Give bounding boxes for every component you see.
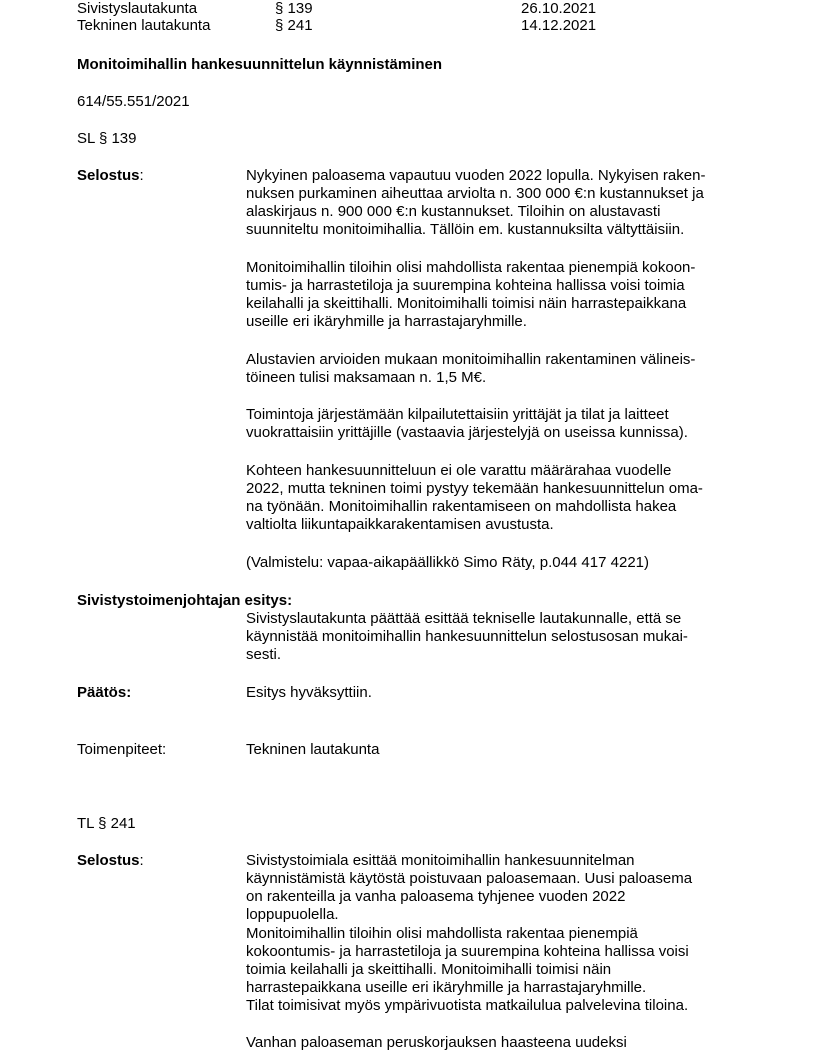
sl-selostus-colon: : bbox=[139, 167, 144, 184]
tl-selostus-label bbox=[77, 852, 144, 870]
sl-toimenpiteet-label: Toimenpiteet: bbox=[77, 741, 167, 758]
sl-selostus-line-4: suunniteltu monitoimihallia. Tällöin em. kustannuksilta vältyttäisiin. bbox=[246, 221, 685, 238]
sl-esitys-line-1: Sivistyslautakunta päättää esittää tekniselle lautakunnalle, että se bbox=[246, 610, 682, 627]
tl-selostus-line-5: Monitoimihallin tiloihin olisi mahdollista rakentaa pienempiä bbox=[246, 925, 638, 942]
header-org-1: Sivistyslautakunta bbox=[77, 0, 198, 17]
header-section-2: § 241 bbox=[275, 17, 313, 34]
tl-selostus-line-8: harrastepaikkana useille eri ikäryhmille ja harrastajaryhmille. bbox=[246, 979, 647, 996]
sl-selostus-line-7: keilahalli ja skeittihalli. Monitoimihalli toimisi näin harrastepaikkana bbox=[246, 295, 687, 312]
sl-selostus-line-6: tumis- ja harrastetiloja ja suurempina kohteina hallissa voisi toimia bbox=[246, 277, 685, 294]
tl-selostus-colon: : bbox=[139, 852, 144, 869]
sl-selostus-line-11: Toimintoja järjestämään kilpailutettaisiin yrittäjät ja tilat ja laitteet bbox=[246, 406, 669, 423]
tl-selostus-line-1: Sivistystoimiala esittää monitoimihallin hankesuunnitelman bbox=[246, 852, 635, 869]
sl-selostus-line-3: alaskirjaus n. 900 000 €:n kustannukset. Tiloihin on alustavasti bbox=[246, 203, 661, 220]
sl-paatos-text: Esitys hyväksyttiin. bbox=[246, 684, 372, 701]
tl-selostus-line-6: kokoontumis- ja harrastetiloja ja suurempina kohteina hallissa voisi bbox=[246, 943, 689, 960]
tl-selostus-line-9: Tilat toimisivat myös ympärivuotista matkailulua palvelevina tiloina. bbox=[246, 997, 689, 1014]
tl-selostus-label-text: Selostus bbox=[77, 852, 140, 869]
sl-selostus-line-12: vuokrattaisiin yrittäjille (vastaavia järjestelyjä on useissa kunnissa). bbox=[246, 424, 688, 441]
sl-selostus-line-14: 2022, mutta tekninen toimi pystyy tekemään hankesuunnittelun oma- bbox=[246, 480, 703, 497]
header-date-2: 14.12.2021 bbox=[521, 17, 597, 34]
header-section-1: § 139 bbox=[275, 0, 313, 17]
sl-selostus-label bbox=[77, 167, 144, 185]
tl-selostus-line-3: on rakenteilla ja vanha paloasema tyhjenee vuoden 2022 bbox=[246, 888, 626, 905]
sl-selostus-line-15: na työnään. Monitoimihallin rakentamiseen on mahdollista hakea bbox=[246, 498, 677, 515]
tl-selostus-line-4: loppupuolella. bbox=[246, 906, 339, 923]
sl-selostus-line-8: useille eri ikäryhmille ja harrastajaryhmille. bbox=[246, 313, 527, 330]
tl-selostus-line-10: Vanhan paloaseman peruskorjauksen haasteena uudeksi bbox=[246, 1034, 627, 1051]
header-org-2: Tekninen lautakunta bbox=[77, 17, 211, 34]
tl-selostus-line-2: käynnistämistä käytöstä poistuvaan paloasemaan. Uusi paloasema bbox=[246, 870, 693, 887]
sl-selostus-line-17: (Valmistelu: vapaa-aikapäällikkö Simo Räty, p.044 417 4221) bbox=[246, 554, 649, 571]
sl-selostus-line-16: valtiolta liikuntapaikkarakentamisen avustusta. bbox=[246, 516, 554, 533]
sl-toimenpiteet-text: Tekninen lautakunta bbox=[246, 741, 380, 758]
sl-selostus-label-text: Selostus bbox=[77, 167, 140, 184]
tl-reference: TL § 241 bbox=[77, 815, 136, 832]
sl-paatos-label: Päätös: bbox=[77, 684, 132, 701]
sl-selostus-line-10: töineen tulisi maksamaan n. 1,5 M€. bbox=[246, 369, 487, 386]
sl-selostus-line-1: Nykyinen paloasema vapautuu vuoden 2022 lopulla. Nykyisen raken- bbox=[246, 167, 706, 184]
sl-selostus-line-2: nuksen purkaminen aiheuttaa arviolta n. 300 000 €:n kustannukset ja bbox=[246, 185, 704, 202]
document-title: Monitoimihallin hankesuunnittelun käynnistäminen bbox=[77, 56, 443, 73]
sl-esitys-line-3: sesti. bbox=[246, 646, 282, 663]
record-id: 614/55.551/2021 bbox=[77, 93, 190, 110]
sl-selostus-line-5: Monitoimihallin tiloihin olisi mahdollista rakentaa pienempiä kokoon- bbox=[246, 259, 696, 276]
sl-esitys-label: Sivistystoimenjohtajan esitys: bbox=[77, 592, 293, 609]
tl-selostus-line-7: toimia keilahalli ja skeittihalli. Monitoimihalli toimisi näin bbox=[246, 961, 612, 978]
sl-reference: SL § 139 bbox=[77, 130, 137, 147]
sl-selostus-line-13: Kohteen hankesuunnitteluun ei ole varattu määrärahaa vuodelle bbox=[246, 462, 672, 479]
sl-selostus-line-9: Alustavien arvioiden mukaan monitoimihallin rakentaminen välineis- bbox=[246, 351, 696, 368]
sl-esitys-line-2: käynnistää monitoimihallin hankesuunnittelun selostusosan mukai- bbox=[246, 628, 688, 645]
header-date-1: 26.10.2021 bbox=[521, 0, 597, 17]
